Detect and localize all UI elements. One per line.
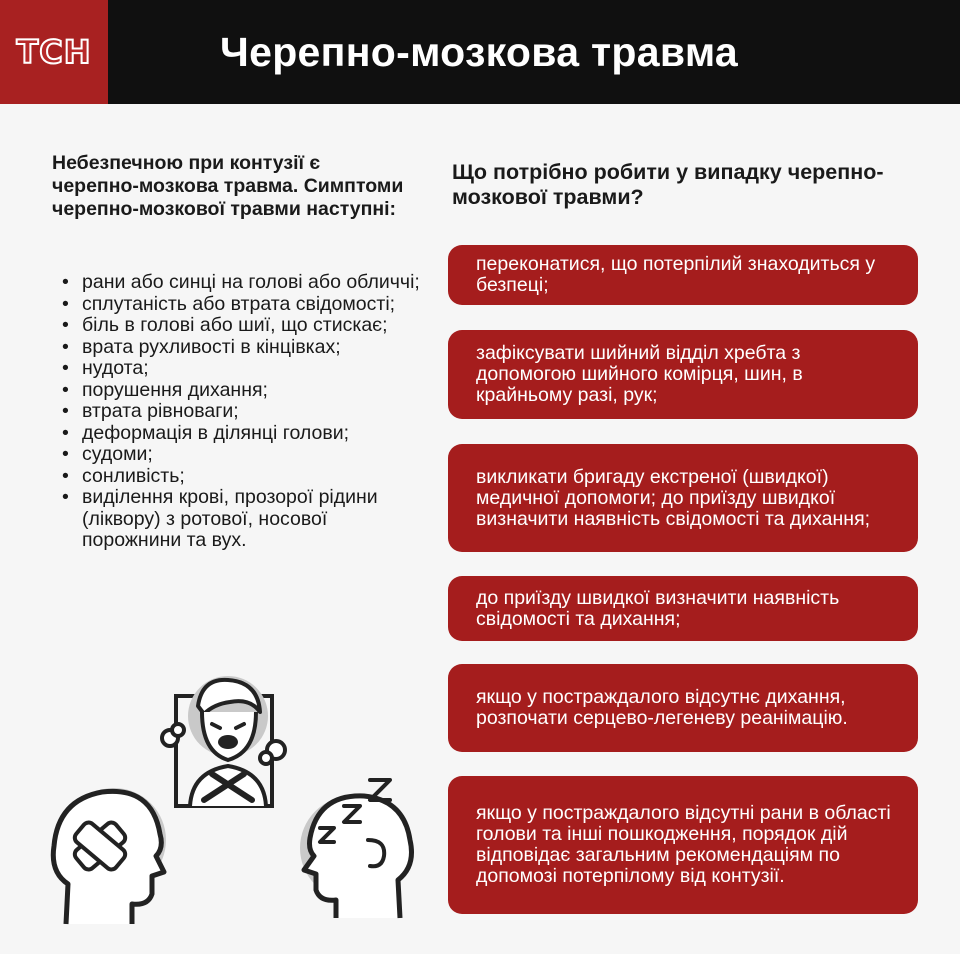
header-bar [108, 0, 960, 104]
symptom-item: • втрата рівноваги; [58, 401, 428, 423]
symptom-item: • порушення дихання; [58, 380, 428, 402]
tsn-logo: ТСН [16, 33, 92, 71]
action-text: якщо у постраждалого відсутнє дихання, розпочати серцево-легеневу реанімацію. [476, 686, 848, 729]
symptom-item: • врата рухливості в кінцівках; [58, 337, 428, 359]
action-card [448, 245, 918, 305]
actions-title: Що потрібно робити у випадку черепно-мозкової травми? [452, 160, 884, 209]
action-text: якщо у постраждалого відсутні рани в області голови та інші пошкодження, порядок дій відповідає загальним рекомендаціям по допомозі потерпілому від контузії. [476, 802, 891, 887]
action-card [448, 330, 918, 419]
action-text: зафіксувати шийний відділ хребта з допомогою шийного комірця, шин, в крайньому разі, рук; [476, 342, 803, 406]
logo-box [0, 0, 108, 104]
sleepy-head-icon [290, 770, 430, 920]
symptom-item: • деформація в ділянці голови; [58, 423, 428, 445]
action-card [448, 444, 918, 552]
symptom-item: • нудота; [58, 358, 428, 380]
page-title: Черепно-мозкова травма [220, 28, 739, 75]
action-card [448, 576, 918, 641]
symptom-item: • сонливість; [58, 466, 428, 488]
action-text: переконатися, що потерпілий знаходиться у безпеці; [476, 253, 876, 296]
action-text: викликати бригаду екстреної (швидкої) медичної допомоги; до приїзду швидкої визначити наявність свідомості та дихання; [476, 465, 871, 530]
symptoms-intro: Небезпечною при контузії є черепно-мозкова травма. Симптоми черепно-мозкової травми наступні: [52, 152, 404, 220]
action-card [448, 776, 918, 914]
symptom-item: • виділення крові, прозорої рідини (ліквору) з ротової, носової порожнини та вух. [58, 487, 428, 552]
symptom-item: • сплутаність або втрата свідомості; [58, 294, 428, 316]
action-card [448, 664, 918, 752]
symptom-item: • біль в голові або шиї, що стискає; [58, 315, 428, 337]
symptoms-list [58, 272, 428, 552]
action-text: до приїзду швидкої визначити наявність свідомості та дихання; [476, 586, 840, 630]
symptom-item: • судоми; [58, 444, 428, 466]
symptom-item: • рани або синці на голові або обличчі; [58, 272, 428, 294]
head-bandage-icon [40, 776, 180, 926]
